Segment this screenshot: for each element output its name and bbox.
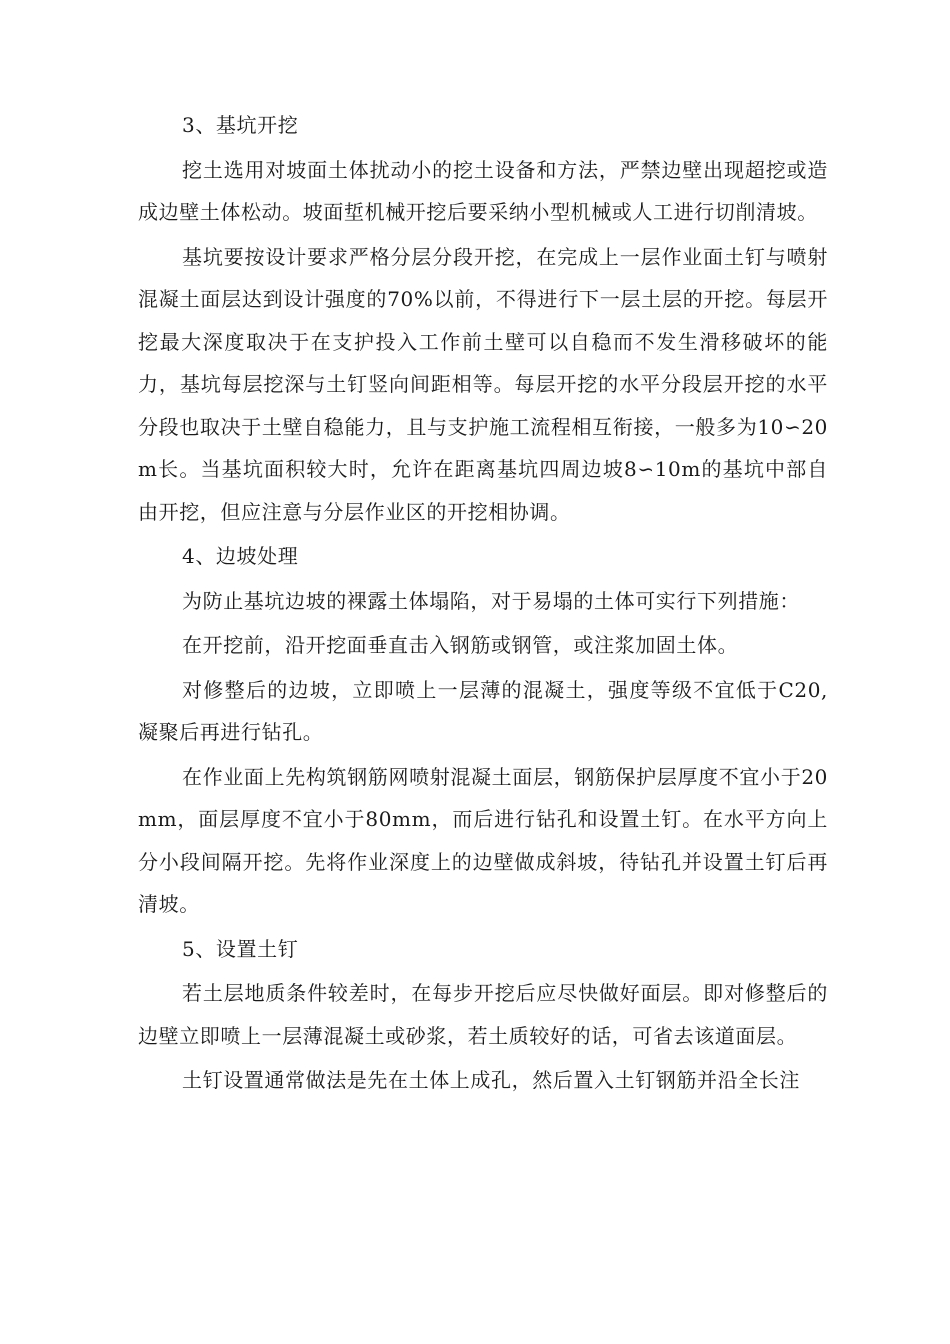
paragraph: 在开挖前，沿开挖面垂直击入钢筋或钢管，或注浆加固土体。 — [182, 633, 739, 657]
paragraph: 为防止基坑边坡的裸露土体塌陷，对于易塌的土体可实行下列措施： — [182, 588, 800, 613]
document-page — [138, 104, 828, 1104]
paragraph: 对修整后的边坡，立即喷上一层薄的混凝土，强度等级不宜低于C20,凝聚后再进行钻孔。 — [138, 677, 828, 744]
paragraph: 土钉设置通常做法是先在土体上成孔，然后置入土钉钢筋并沿全长注 — [182, 1068, 800, 1092]
paragraph: 在作业面上先构筑钢筋网喷射混凝土面层，钢筋保护层厚度不宜小于20mm，面层厚度不宜小于80mm，而后进行钻孔和设置土钉。在水平方向上分小段间隔开挖。先将作业深度上的边壁做成斜坡，待钻孔并设置土钉后再清坡。 — [138, 764, 828, 916]
paragraph: 挖土选用对坡面土体扰动小的挖土设备和方法，严禁边壁出现超挖或造成边壁土体松动。坡面埑机械开挖后要采纳小型机械或人工进行切削清坡。 — [138, 157, 828, 224]
section-heading-soil-nail: 5、设置土钉 — [182, 936, 299, 961]
section-heading-slope-treatment: 4、边坡处理 — [182, 544, 299, 568]
paragraph: 若土层地质条件较差时，在每步开挖后应尽快做好面层。即对修整后的边壁立即喷上一层薄混凝土或砂浆，若土质较好的话，可省去该道面层。 — [138, 981, 828, 1048]
section-heading-excavation: 3、基坑开挖 — [182, 113, 299, 137]
paragraph: 基坑要按设计要求严格分层分段开挖，在完成上一层作业面土钉与喷射混凝土面层达到设计强度的70%以前，不得进行下一层土层的开挖。每层开挖最大深度取决于在支护投入工作前土壁可以自稳而不发生滑移破坏的能力，基坑每层挖深与土钉竖向间距相等。每层开挖的水平分段层开挖的水平分段也取决于土壁自稳能力，且与支护施工流程相互衔接，一般多为10∽20m长。当基坑面积较大时，允许在距离基坑四周边坡8∽10m的基坑中部自由开挖，但应注意与分层作业区的开挖相协调。 — [138, 244, 828, 524]
